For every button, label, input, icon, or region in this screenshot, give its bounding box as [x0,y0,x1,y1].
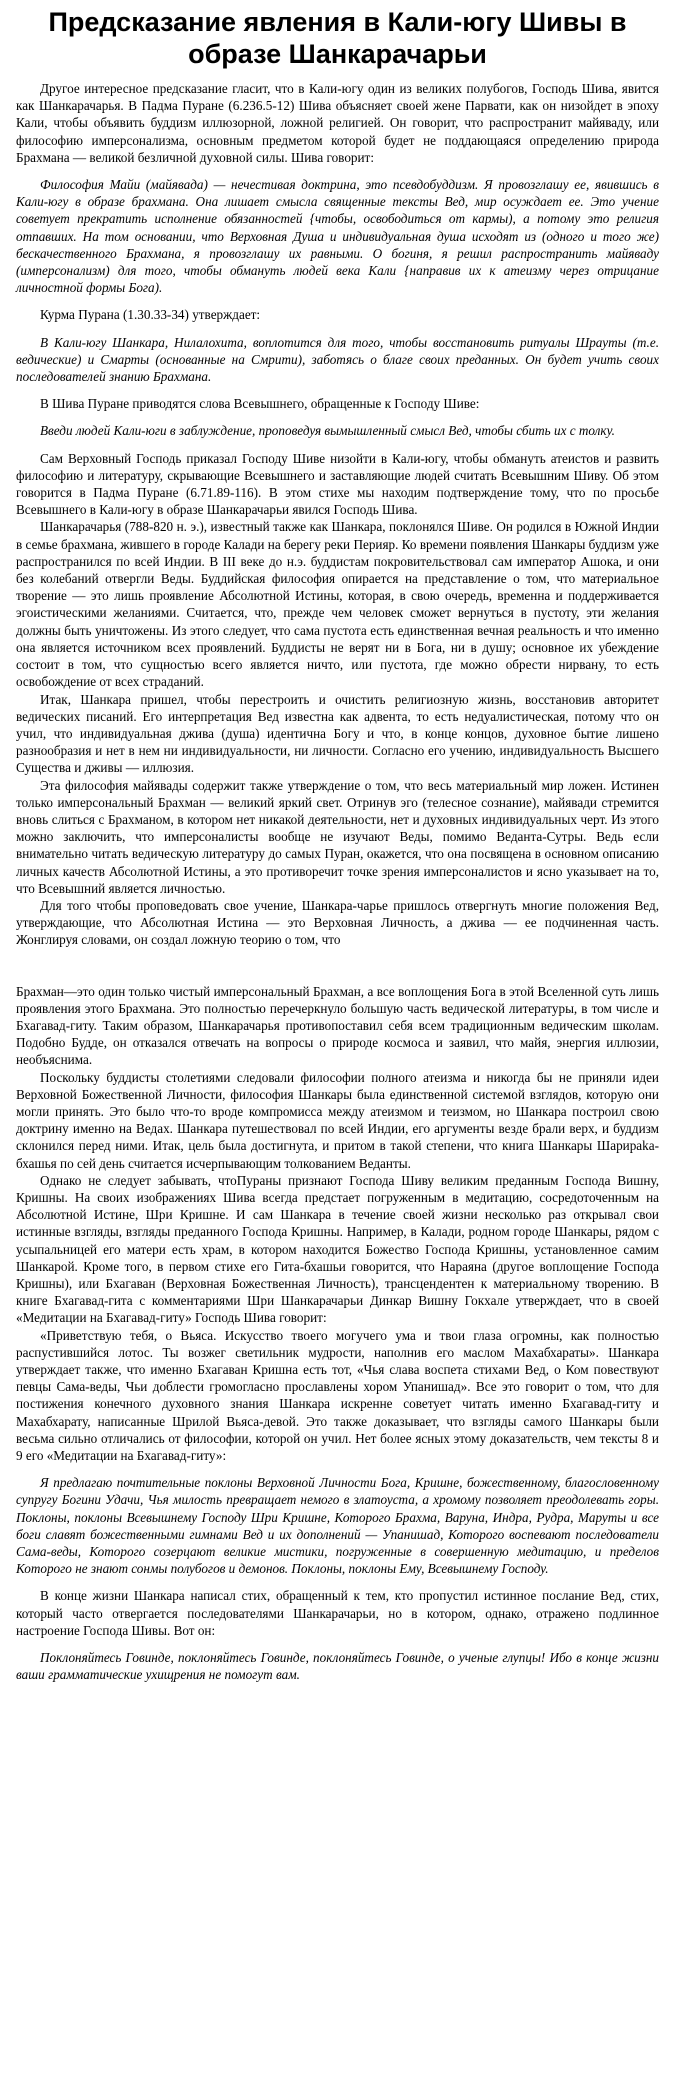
body-paragraph: Поскольку буддисты столетиями следовали философии полного атеизма и никогда бы не приняли идеи Верховной Божественной Личности, философия Шанкары была единственной системой взглядов, которую они могли принять. Это было что-то вроде компромисса между атеизмом и теизмом, но Шанкара построил свою доктрину именно на Ведах. Шанкара путешествовал по всей Индии, его аргументы везде брали верх, и буддизм склонился перед ними. Итак, цель была достигнута, и притом в такой степени, что книга Шанкары Шарираka-бхашья по сей день считается исчерпывающим толкованием Веданты. [16,1069,659,1171]
body-paragraph: В конце жизни Шанкара написал стих, обращенный к тем, кто пропустил истинное послание Вед, стих, который часто отвергается последователями Шанкарачарьи, но в котором, однако, отражено подлинное настроение Господа Шивы. Вот он: [16,1588,659,1638]
body-paragraph: Для того чтобы проповедовать свое учение, Шанкара-чарье пришлось отвергнуть многие положения Вед, утверждающие, что Абсолютная Истина — это Верховная Личность, а джива — ее подчиненная часть. Жонглируя словами, он создал ложную теорию о том, что [16,897,659,948]
body-paragraph: В Шива Пуране приводятся слова Всевышнего, обращенные к Господу Шиве: [40,396,480,412]
page-title: Предсказание явления в Кали-югу Шивы в образе Шанкарачарьи [48,7,627,69]
quote-paragraph: Введи людей Кали-юги в заблуждение, проповедуя вымышленный смысл Вед, чтобы сбить их с толку. [40,423,615,439]
quote-paragraph: В Кали-югу Шанкара, Нилалохита, воплотится для того, чтобы восстановить ритуалы Шрауты (т.е. ведические) и Смарты (основанные на Смрити), заботясь о благе своих преданных. Он будет учить своих последователей знанию Брахмана. [16,334,659,385]
body-paragraph: Эта философия майявады содержит также утверждение о том, что весь материальный мир ложен. Истинен только имперсональный Брахман — великий яркий свет. Отринув эго (телесное сознание), майявади стремится вновь слиться с Брахманом, в котором нет никакой деятельности, нет и духовных индивидуальных черт. Из этого можно заключить, что имперсоналисты вообще не изучают Веды, помимо Веданта-Сутры. Ведь если внимательно читать ведическую литературу до самых Пуран, окажется, что она посвящена в основном описанию личных качеств Абсолютной Истины, а это противоречит точке зрения имперсоналистов и ясно указывает на то, что Всевышний является личностью. [16,777,659,896]
body-paragraph: Другое интересное предсказание гласит, что в Кали-югу один из великих полубогов, Господь Шива, явится как Шанкарачарья. В Падма Пуране (6.236.5-12) Шива объясняет своей жене Парвати, как он низойдет в эпоху Кали, чтобы объявить буддизм иллюзорной, ложной религией. Он говорит, что распространит майяваду, или философию имперсонализма, основным предметом которой будет не поддающаяся определению природа Брахмана — великой безличной духовной силы. Шива говорит: [16,81,659,165]
page-break [16,949,659,983]
body-paragraph: Сам Верховный Господь приказал Господу Шиве низойти в Кали-югу, чтобы обмануть атеистов и развить философию и литературу, скрывающие Всевышнего и заставляющие людей считать Всевышним Шиву. Об этом говорится в Падма Пуране (6.71.89-116). В этом стихе мы находим подтверждение тому, что по просьбе Всевышнего в Кали-югу в образе Шанкарачарьи явился Господь Шива. [16,450,659,518]
body-paragraph: Итак, Шанкара пришел, чтобы перестроить и очистить религиозную жизнь, восстановив авторитет ведических писаний. Его интерпретация Вед известна как адвента, то есть недуалистическая, потому что он учил, что индивидуальная джива (душа) идентична Богу и что, в конце концов, духовное бытие лишено разнообразия и нет в нем ни индивидуальности, ни личности. Согласно его учению, индивидуальность Высшего Существа и дживы — иллюзия. [16,691,659,776]
body-paragraph: Однако не следует забывать, чтоПураны признают Господа Шиву великим преданным Господа Вишну, Кришны. На своих изображениях Шива всегда предстает погруженным в медитацию, сосредоточенным на Абсолютной Истине, Шри Кришне. И сам Шанкара в течение своей жизни несколько раз открывал свои истинные взгляды, взгляды преданного Господа Кришны. Например, в Калади, родном городе Шанкары, рядом с усыпальницей его матери есть храм, в котором находится Божество Господа Кришны, установленное самим Шанкарой. Кроме того, в первом стихе его Гита-бхашьи говорится, что Нараяна (другое воплощение Господа Кришны), или Бхагаван (Верховная Божественная Личность), трансцендентен к материальному творению. В книге Бхагавад-гита с комментариями Шри Шанкарачарьи Динкар Вишну Гокхале утверждает, что в своей «Медитации на Бхагавад-гиту» Господь Шива говорит: [16,1172,659,1326]
body-paragraph: Курма Пурана (1.30.33-34) утверждает: [40,307,261,323]
document-body [16,80,659,1683]
body-paragraph: «Приветствую тебя, о Вьяса. Искусство твоего могучего ума и твои глаза огромны, как полностью распустившийся лотос. Ты возжег светильник мудрости, наполнив его маслом Махабхараты». Шанкара утверждает также, что именно Бхагаван Кришна есть тот, «Чья слава воспета стихами Вед, о Ком повествуют певцы Сама-веды, Чьи доблести громогласно прославлены хором Упанишад». Все это говорит о том, что для постижения конечного духовного знания Шанкара искренне советует читать именно Бхагавад-гиту и Махабхарату, написанные Шрилой Вьяса-девой. Это также доказывает, что взгляды самого Шанкары были весьма сильно отличались от философии, которой он учил. Нет более ясных этому доказательств, чем тексты 8 и 9 его «Медитации на Бхагавад-гиту»: [16,1327,659,1464]
body-paragraph: Шанкарачарья (788-820 н. э.), известный также как Шанкара, поклонялся Шиве. Он родился в Южной Индии в семье брахмана, жившего в городе Калади на берегу реки Перияр. Ко времени появления Шанкары буддизм уже распространился по всей Индии. В III веке до н.э. буддистам покровительствовал сам император Ашока, и они без колебаний отвергли Веды. Буддийская философия опирается на представление о том, что материальное творение — это лишь проявление Абсолютной Истины, которая, в свою очередь, временна и поддерживается эгоистическими желаниями. Считается, что, прежде чем человек сможет вернуться в пустоту, эти желания должны быть уничтожены. Из этого следует, что сама пустота есть единственная вечная реальность и что именно она является источником всех проявлений. Буддисты не верят ни в Бога, ни в душу; основное их убеждение состоит в том, что сущностью всего является ничто, или пустота, где можно обрести нирвану, то есть освобождение от всех страданий. [16,519,659,690]
quote-paragraph: Поклоняйтесь Говинде, поклоняйтесь Говинде, поклоняйтесь Говинде, о ученые глупцы! Ибо в конце жизни ваши грамматические ухищрения не помогут вам. [16,1650,659,1683]
body-paragraph: Брахман—это один только чистый имперсональный Брахман, а все воплощения Бога в этой Вселенной суть лишь проявления этого Брахмана. Это полностью перечеркнуло большую часть ведической литературы, в том числе и Бхагавад-гиту. Таким образом, Шанкарачарья противопоставил себя всем традиционным ведическим школам. Подобно Будде, он отказался отвечать на вопросы о природе космоса и заявил, что майя, энергия иллюзии, необъяснима. [16,983,659,1068]
quote-paragraph: Я предлагаю почтительные поклоны Верховной Личности Бога, Кришне, божественному, благословенному супругу Богини Удачи, Чья милость превращает немого в златоуста, а хромому позволяет преодолевать горы. Поклоны, поклоны Всевышнему Господу Шри Кришне, Которого Брахма, Варуна, Индра, Рудра, Маруты и все боги славят божественными гимнами Вед и их дополнений — Упанишад, Которого воспевают последователи Сама-веды, Которого созерцают великие мистики, погруженные в совершенную медитацию, и пределов Которого не знают сонмы полубогов и демонов. Поклоны, поклоны Ему, Всевышнему Господу. [16,1475,659,1577]
quote-paragraph: Философия Майи (майявада) — нечестивая доктрина, это псевдобуддизм. Я провозглашу ее, явившись в Кали-югу в образе брахмана. Она лишает смысла священные тексты Вед, мир осуждает ее. Это учение советует прекратить исполнение обязанностей {чтобы, освободиться от кармы), а потому это религия отпавших. На том основании, что Верховная Душа и индивидуальная душа исходят из (одного и того же) бескачественного Брахмана, я провозглашу их равными. О богиня, я решил распространить майяваду (имперсонализм) для того, чтобы обмануть людей века Кали {направив их к атеизму через отрицание личностной формы Бога). [16,177,659,296]
